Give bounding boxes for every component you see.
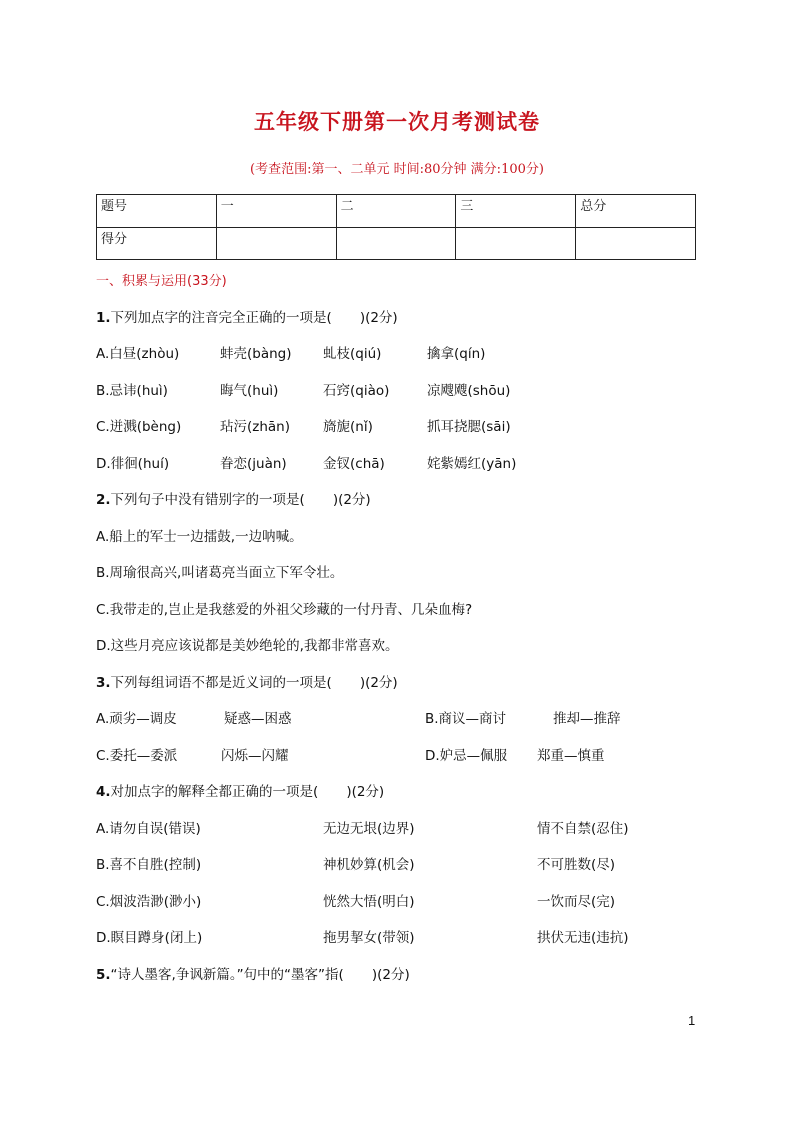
score-table-header-row bbox=[97, 195, 696, 228]
q3-option-a2: 疑惑—困惑 bbox=[224, 711, 292, 727]
question-score: )(2分) bbox=[332, 492, 371, 508]
question-text: 下列加点字的注音完全正确的一项是( bbox=[110, 310, 332, 326]
section-heading: 一、积累与运用(33分) bbox=[96, 274, 227, 289]
q1-option-b4: 凉飕飕(shōu) bbox=[427, 383, 511, 399]
question-text: “诗人墨客,争讽新篇。”句中的“墨客”指( bbox=[110, 967, 344, 983]
score-header-cell: 三 bbox=[456, 195, 576, 228]
score-table bbox=[96, 194, 696, 260]
question-text: 对加点字的解释全都正确的一项是( bbox=[110, 784, 319, 800]
page-title: 五年级下册第一次月考测试卷 bbox=[254, 109, 540, 134]
page-subtitle: (考查范围:第一、二单元 时间:80分钟 满分:100分) bbox=[250, 162, 544, 177]
score-cell[interactable] bbox=[216, 228, 336, 260]
q4-option-b1: B.喜不自胜(控制) bbox=[96, 857, 202, 873]
q4-option-a1: A.请勿自误(错误) bbox=[96, 821, 201, 837]
question-score: )(2分) bbox=[371, 967, 410, 983]
q1-option-a4: 擒拿(qín) bbox=[427, 346, 486, 362]
q4-option-a3: 情不自禁(忍住) bbox=[537, 821, 629, 837]
q1-option-d1: D.徘徊(huí) bbox=[96, 456, 170, 472]
question-4-stem bbox=[96, 780, 384, 800]
q3-option-a1: A.顽劣—调皮 bbox=[96, 711, 177, 727]
q1-option-b2: 晦气(huì) bbox=[220, 383, 279, 399]
score-cell[interactable] bbox=[336, 228, 456, 260]
q3-option-c2: 闪烁—闪耀 bbox=[221, 748, 289, 764]
q1-option-c3: 旖旎(nǐ) bbox=[323, 419, 373, 435]
question-number: 3. bbox=[96, 675, 111, 691]
q1-option-d2: 眷恋(juàn) bbox=[220, 456, 287, 472]
q4-option-c2: 恍然大悟(明白) bbox=[323, 894, 415, 910]
score-header-cell: 题号 bbox=[97, 195, 217, 228]
q1-option-c1: C.迸溅(bèng) bbox=[96, 419, 182, 435]
score-table-score-row bbox=[97, 228, 696, 260]
q2-option-d: D.这些月亮应该说都是美妙绝轮的,我都非常喜欢。 bbox=[96, 638, 399, 654]
question-2-stem bbox=[96, 488, 371, 508]
q1-option-c2: 玷污(zhān) bbox=[220, 419, 291, 435]
score-row-label: 得分 bbox=[97, 228, 217, 260]
score-cell[interactable] bbox=[456, 228, 576, 260]
question-number: 4. bbox=[96, 784, 111, 800]
q1-option-d4: 姹紫嫣红(yān) bbox=[427, 456, 517, 472]
q4-option-d1: D.瞑目蹲身(闭上) bbox=[96, 930, 203, 946]
q3-option-b1: B.商议—商讨 bbox=[425, 711, 507, 727]
q3-option-b2: 推却—推辞 bbox=[553, 711, 621, 727]
q2-option-c: C.我带走的,岂止是我慈爱的外祖父珍藏的一付丹青、几朵血梅? bbox=[96, 602, 473, 618]
q1-option-a3: 虬枝(qiú) bbox=[323, 346, 382, 362]
q4-option-b3: 不可胜数(尽) bbox=[537, 857, 616, 873]
question-text: 下列句子中没有错别字的一项是( bbox=[110, 492, 305, 508]
question-score: )(2分) bbox=[359, 310, 398, 326]
question-number: 1. bbox=[96, 310, 111, 326]
q1-option-a2: 蚌壳(bàng) bbox=[220, 346, 292, 362]
q1-option-c4: 抓耳挠腮(sāi) bbox=[427, 419, 511, 435]
question-3-stem bbox=[96, 671, 398, 691]
q4-option-d3: 拱伏无违(违抗) bbox=[537, 930, 629, 946]
question-5-stem bbox=[96, 963, 410, 983]
score-header-cell: 总分 bbox=[576, 195, 696, 228]
q3-option-d1: D.妒忌—佩服 bbox=[425, 748, 508, 764]
q4-option-a2: 无边无垠(边界) bbox=[323, 821, 415, 837]
question-text: 下列每组词语不都是近义词的一项是( bbox=[110, 675, 332, 691]
score-header-cell: 二 bbox=[336, 195, 456, 228]
q1-option-d3: 金钗(chā) bbox=[323, 456, 385, 472]
question-number: 5. bbox=[96, 967, 111, 983]
score-header-cell: 一 bbox=[216, 195, 336, 228]
q4-option-c1: C.烟波浩渺(渺小) bbox=[96, 894, 202, 910]
q2-option-a: A.船上的军士一边擂鼓,一边呐喊。 bbox=[96, 529, 303, 545]
question-1-stem bbox=[96, 306, 398, 326]
question-score: )(2分) bbox=[346, 784, 385, 800]
score-cell[interactable] bbox=[576, 228, 696, 260]
q4-option-c3: 一饮而尽(完) bbox=[537, 894, 616, 910]
question-number: 2. bbox=[96, 492, 111, 508]
q1-option-a1: A.白昼(zhòu) bbox=[96, 346, 180, 362]
q1-option-b3: 石窍(qiào) bbox=[323, 383, 390, 399]
question-score: )(2分) bbox=[359, 675, 398, 691]
q4-option-d2: 拖男挈女(带领) bbox=[323, 930, 415, 946]
q1-option-b1: B.忌讳(huì) bbox=[96, 383, 168, 399]
page-number: 1 bbox=[688, 1013, 696, 1028]
q3-option-d2: 郑重—慎重 bbox=[537, 748, 605, 764]
q2-option-b: B.周瑜很高兴,叫诸葛亮当面立下军令壮。 bbox=[96, 565, 344, 581]
q3-option-c1: C.委托—委派 bbox=[96, 748, 178, 764]
q4-option-b2: 神机妙算(机会) bbox=[323, 857, 415, 873]
